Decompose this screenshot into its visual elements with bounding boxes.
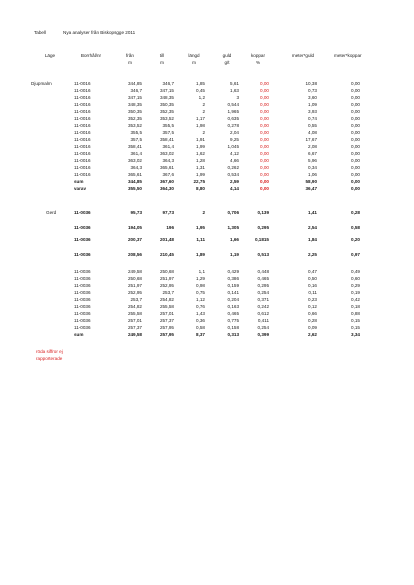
table-row-length: 0,75: [196, 290, 205, 295]
note-text: röda siffror ej: [36, 349, 63, 354]
table-row-copper: 0,254: [257, 325, 269, 330]
summary-row-length: 8,80: [196, 186, 205, 191]
table-row-meter-copper: 0,00: [351, 130, 360, 135]
table-row-meter-gold: 6,67: [308, 151, 317, 156]
table-row-gold: 0,204: [227, 297, 239, 302]
table-row-copper: 0,1815: [254, 237, 269, 242]
column-unit-copper: %: [255, 60, 261, 65]
table-row-borehole: 11-0016: [74, 158, 91, 163]
column-header-copper: koppar: [250, 53, 266, 58]
table-row-meter-gold: 2,54: [308, 225, 317, 230]
table-row-meter-gold: 0,28: [308, 318, 317, 323]
table-row-meter-gold: 2,08: [308, 144, 317, 149]
table-row-from: 255,58: [127, 311, 142, 316]
table-row-from: 346,7: [130, 88, 142, 93]
summary-row-meter-copper: 0,00: [351, 179, 360, 184]
table-row-length: 2: [202, 130, 205, 135]
table-row-borehole: 11-0016: [74, 102, 91, 107]
table-row-copper: 0,00: [260, 165, 269, 170]
column-header-length: längd: [188, 53, 200, 58]
table-row-borehole: 11-0016: [74, 165, 91, 170]
table-row-to: 364,3: [162, 158, 174, 163]
table-row-length: 1,31: [196, 165, 205, 170]
summary-row-gold: 0,313: [227, 332, 239, 337]
table-row-to: 367,6: [162, 172, 174, 177]
table-row-length: 1,85: [196, 81, 205, 86]
table-row-borehole: 11-0016: [74, 123, 91, 128]
table-row-borehole: 11-0016: [74, 151, 91, 156]
table-row-length: 1,2: [198, 95, 205, 100]
table-row-meter-copper: 0,19: [351, 290, 360, 295]
table-row-meter-copper: 0,00: [351, 158, 360, 163]
table-row-length: 1,43: [196, 311, 205, 316]
column-unit-length: m: [192, 60, 196, 65]
table-row-to: 365,61: [159, 165, 174, 170]
table-row-from: 365,61: [127, 172, 142, 177]
summary-row-to: 364,30: [159, 186, 174, 191]
table-row-length: 1,11: [196, 237, 205, 242]
table-row-copper: 0,254: [257, 290, 269, 295]
table-row-copper: 0,00: [260, 102, 269, 107]
table-row-from: 352,35: [127, 116, 142, 121]
table-row-borehole: 11-0036: [74, 290, 91, 295]
table-row-gold: 1,19: [230, 252, 239, 257]
table-row-from: 194,05: [127, 225, 142, 230]
table-row-borehole: 11-0016: [74, 109, 91, 114]
summary-row-to: 257,95: [159, 332, 174, 337]
table-row-copper: 0,00: [260, 144, 269, 149]
table-row-gold: 9,25: [230, 137, 239, 142]
table-row-borehole: 11-0036: [74, 325, 91, 330]
table-row-length: 0,76: [196, 304, 205, 309]
table-row-meter-gold: 0,74: [308, 116, 317, 121]
summary-row-borehole: varav: [74, 186, 87, 191]
table-row-gold: 4,66: [230, 158, 239, 163]
table-row-length: 0,98: [196, 283, 205, 288]
table-row-copper: 0,00: [260, 109, 269, 114]
table-row-from: 357,5: [130, 137, 142, 142]
table-row-gold: 0,159: [227, 283, 239, 288]
table-row-from: 353,52: [127, 123, 142, 128]
table-row-to: 358,41: [159, 137, 174, 142]
table-row-from: 358,41: [127, 144, 142, 149]
table-row-from: 252,95: [127, 290, 142, 295]
summary-row-from: 344,85: [127, 179, 142, 184]
table-row-gold: 1,305: [227, 225, 239, 230]
table-row-meter-copper: 0,00: [351, 165, 360, 170]
table-row-gold: 0,386: [227, 276, 239, 281]
column-header-meter-copper: meter*koppar: [334, 53, 362, 58]
summary-row-from: 249,58: [127, 332, 142, 337]
table-row-gold: 0,163: [227, 304, 239, 309]
table-row-borehole: 11-0036: [74, 210, 91, 215]
table-row-to: 97,73: [162, 210, 174, 215]
table-row-to: 357,5: [162, 130, 174, 135]
table-row-gold: 1,63: [230, 88, 239, 93]
table-row-meter-copper: 0,00: [351, 137, 360, 142]
table-row-to: 363,02: [159, 151, 174, 156]
table-row-length: 2: [202, 210, 205, 215]
table-row-from: 254,82: [127, 304, 142, 309]
table-row-from: 257,37: [127, 325, 142, 330]
table-row-gold: 0,465: [227, 311, 239, 316]
table-row-gold: 5,61: [230, 81, 239, 86]
table-row-length: 2: [202, 102, 205, 107]
summary-row-copper: 0,00: [260, 186, 269, 191]
summary-row-meter-gold: 36,47: [305, 186, 317, 191]
table-row-meter-gold: 0,73: [308, 88, 317, 93]
table-row-to: 253,7: [162, 290, 174, 295]
table-row-meter-copper: 0,29: [351, 283, 360, 288]
summary-row-meter-copper: 3,34: [351, 332, 360, 337]
table-row-meter-copper: 0,28: [351, 210, 360, 215]
summary-row-copper: 0,399: [257, 332, 269, 337]
table-row-borehole: 11-0016: [74, 172, 91, 177]
table-row-from: 355,5: [130, 130, 142, 135]
table-row-length: 1,29: [196, 276, 205, 281]
table-row-meter-gold: 5,96: [308, 158, 317, 163]
table-row-meter-copper: 0,58: [351, 225, 360, 230]
summary-row-from: 355,50: [127, 186, 142, 191]
table-row-from: 249,58: [127, 269, 142, 274]
table-row-copper: 0,00: [260, 151, 269, 156]
table-row-borehole: 11-0036: [74, 283, 91, 288]
table-row-copper: 0,00: [260, 158, 269, 163]
table-row-meter-gold: 17,67: [305, 137, 317, 142]
table-row-length: 1,1: [198, 269, 205, 274]
table-row-meter-gold: 0,50: [308, 276, 317, 281]
table-row-to: 251,97: [159, 276, 174, 281]
table-row-meter-gold: 1,41: [308, 210, 317, 215]
table-row-gold: 0,544: [227, 102, 239, 107]
table-row-gold: 0,278: [227, 123, 239, 128]
table-row-borehole: 11-0036: [74, 269, 91, 274]
table-row-copper: 0,00: [260, 137, 269, 142]
summary-row-length: 8,37: [196, 332, 205, 337]
table-row-borehole: 11-0016: [74, 88, 91, 93]
table-row-length: 0,36: [196, 318, 205, 323]
column-header-meter-gold: meter*guld: [291, 53, 315, 58]
table-row-copper: 0,00: [260, 123, 269, 128]
table-row-from: 347,15: [127, 95, 142, 100]
table-row-gold: 1,045: [227, 144, 239, 149]
table-row-meter-copper: 0,88: [351, 311, 360, 316]
table-row-from: 348,35: [127, 102, 142, 107]
table-row-length: 1,99: [196, 172, 205, 177]
table-row-meter-copper: 0,00: [351, 172, 360, 177]
table-row-length: 1,95: [196, 225, 205, 230]
table-row-meter-copper: 0,20: [351, 237, 360, 242]
table-row-meter-copper: 0,00: [351, 151, 360, 156]
table-row-meter-gold: 0,34: [308, 165, 317, 170]
table-row-copper: 0,612: [257, 311, 269, 316]
table-row-to: 352,35: [159, 109, 174, 114]
summary-row-meter-gold: 2,62: [308, 332, 317, 337]
table-row-length: 0,58: [196, 325, 205, 330]
table-row-meter-gold: 3,93: [308, 109, 317, 114]
summary-row-copper: 0,00: [260, 179, 269, 184]
table-row-gold: 0,775: [227, 318, 239, 323]
table-row-to: 210,45: [159, 252, 174, 257]
table-row-copper: 0,371: [257, 297, 269, 302]
note-text: rapporterade: [36, 356, 63, 361]
table-row-meter-copper: 0,00: [351, 144, 360, 149]
column-header-borehole: Borrhål/nr: [80, 53, 102, 58]
table-row-meter-copper: 0,00: [351, 123, 360, 128]
table-row-to: 254,82: [159, 297, 174, 302]
table-row-to: 201,48: [159, 237, 174, 242]
table-row-borehole: 11-0036: [74, 318, 91, 323]
table-row-gold: 0,158: [227, 325, 239, 330]
table-row-gold: 3: [236, 95, 239, 100]
table-row-gold: 0,262: [227, 165, 239, 170]
table-row-gold: 0,141: [227, 290, 239, 295]
table-row-copper: 0,411: [257, 318, 269, 323]
table-row-borehole: 11-0036: [74, 297, 91, 302]
table-row-meter-gold: 0,55: [308, 123, 317, 128]
table-row-borehole: 11-0016: [74, 137, 91, 142]
table-row-borehole: 11-0036: [74, 276, 91, 281]
summary-row-meter-gold: 58,90: [305, 179, 317, 184]
table-row-borehole: 11-0016: [74, 95, 91, 100]
table-row-borehole: 11-0036: [74, 237, 91, 242]
table-row-from: 344,85: [127, 81, 142, 86]
table-row-to: 347,15: [159, 88, 174, 93]
location-label: Gerd: [46, 210, 57, 215]
table-row-meter-gold: 4,08: [308, 130, 317, 135]
summary-row-length: 22,75: [193, 179, 205, 184]
table-row-meter-gold: 2,25: [308, 252, 317, 257]
table-row-meter-gold: 0,23: [308, 297, 317, 302]
location-label: Djupmalm: [31, 81, 52, 86]
table-row-meter-copper: 0,00: [351, 95, 360, 100]
table-row-copper: 0,513: [257, 252, 269, 257]
table-row-to: 346,7: [162, 81, 174, 86]
table-row-from: 361,4: [130, 151, 142, 156]
table-row-borehole: 11-0016: [74, 144, 91, 149]
table-row-meter-gold: 0,47: [308, 269, 317, 274]
table-row-length: 1,28: [196, 158, 205, 163]
table-row-from: 200,37: [127, 237, 142, 242]
table-row-gold: 1,66: [230, 237, 239, 242]
table-row-meter-copper: 0,00: [351, 81, 360, 86]
column-header-location: Läge: [44, 53, 56, 58]
table-row-to: 250,68: [159, 269, 174, 274]
summary-row-to: 367,60: [159, 179, 174, 184]
summary-row-gold: 4,14: [230, 186, 239, 191]
table-row-meter-copper: 0,42: [351, 297, 360, 302]
table-row-meter-gold: 0,09: [308, 325, 317, 330]
table-row-length: 1,91: [196, 137, 205, 142]
summary-row-meter-copper: 0,00: [351, 186, 360, 191]
table-row-to: 252,95: [159, 283, 174, 288]
table-row-gold: 0,429: [227, 269, 239, 274]
table-row-meter-gold: 0,66: [308, 311, 317, 316]
table-row-meter-copper: 0,97: [351, 252, 360, 257]
table-row-borehole: 11-0016: [74, 116, 91, 121]
table-row-borehole: 11-0016: [74, 130, 91, 135]
table-row-meter-gold: 1,09: [308, 102, 317, 107]
table-row-from: 208,56: [127, 252, 142, 257]
table-row-meter-copper: 0,15: [351, 318, 360, 323]
table-row-gold: 0,635: [227, 116, 239, 121]
table-row-copper: 0,00: [260, 88, 269, 93]
column-header-from: från: [126, 53, 134, 58]
table-row-copper: 0,00: [260, 81, 269, 86]
table-row-to: 348,35: [159, 95, 174, 100]
table-row-copper: 0,295: [257, 283, 269, 288]
table-row-from: 350,35: [127, 109, 142, 114]
table-row-to: 355,5: [162, 123, 174, 128]
table-row-meter-copper: 0,00: [351, 102, 360, 107]
table-row-meter-copper: 0,18: [351, 304, 360, 309]
table-row-to: 255,58: [159, 304, 174, 309]
table-row-length: 2: [202, 109, 205, 114]
table-row-length: 1,98: [196, 123, 205, 128]
table-row-meter-copper: 0,00: [351, 109, 360, 114]
table-row-meter-gold: 1,06: [308, 172, 317, 177]
table-row-to: 196: [166, 225, 174, 230]
table-row-length: 1,17: [196, 116, 205, 121]
table-row-copper: 0,242: [257, 304, 269, 309]
table-row-meter-copper: 0,15: [351, 325, 360, 330]
table-row-from: 95,73: [130, 210, 142, 215]
table-row-copper: 0,448: [257, 269, 269, 274]
table-row-copper: 0,00: [260, 95, 269, 100]
table-row-gold: 2,04: [230, 130, 239, 135]
table-row-to: 350,35: [159, 102, 174, 107]
table-row-copper: 0,00: [260, 172, 269, 177]
table-row-gold: 1,965: [227, 109, 239, 114]
column-header-to: till: [159, 53, 165, 58]
column-unit-to: m: [160, 60, 164, 65]
table-row-borehole: 11-0036: [74, 311, 91, 316]
table-row-borehole: 11-0036: [74, 304, 91, 309]
table-row-meter-copper: 0,60: [351, 276, 360, 281]
table-row-copper: 0,00: [260, 130, 269, 135]
table-row-length: 0,45: [196, 88, 205, 93]
table-row-length: 1,99: [196, 144, 205, 149]
table-row-length: 1,89: [196, 252, 205, 257]
table-row-gold: 0,534: [227, 172, 239, 177]
table-row-meter-gold: 3,60: [308, 95, 317, 100]
table-row-copper: 0,139: [257, 210, 269, 215]
table-row-copper: 0,00: [260, 116, 269, 121]
table-row-from: 363,02: [127, 158, 142, 163]
table-row-gold: 0,706: [227, 210, 239, 215]
table-row-to: 257,95: [159, 325, 174, 330]
table-row-from: 253,7: [130, 297, 142, 302]
table-row-copper: 0,465: [257, 276, 269, 281]
table-row-copper: 0,295: [257, 225, 269, 230]
column-unit-gold: g/t: [224, 60, 230, 65]
table-row-to: 257,37: [159, 318, 174, 323]
summary-row-borehole: sum: [74, 179, 84, 184]
table-row-meter-gold: 0,16: [308, 283, 317, 288]
table-row-from: 257,01: [127, 318, 142, 323]
table-row-meter-gold: 1,84: [308, 237, 317, 242]
table-label: Tabell: [34, 30, 47, 35]
table-row-to: 257,01: [159, 311, 174, 316]
table-row-meter-copper: 0,00: [351, 116, 360, 121]
table-row-length: 1,62: [196, 151, 205, 156]
table-row-to: 353,52: [159, 116, 174, 121]
summary-row-gold: 2,59: [230, 179, 239, 184]
table-row-borehole: 11-0036: [74, 225, 91, 230]
column-header-gold: guld: [222, 53, 232, 58]
table-row-to: 361,4: [162, 144, 174, 149]
table-row-meter-copper: 0,00: [351, 88, 360, 93]
table-row-gold: 4,12: [230, 151, 239, 156]
table-row-from: 251,97: [127, 283, 142, 288]
table-row-from: 250,68: [127, 276, 142, 281]
table-title: Nya analyser från Biskopsgge 2011: [63, 30, 136, 35]
table-row-borehole: 11-0036: [74, 252, 91, 257]
table-row-meter-gold: 10,38: [305, 81, 317, 86]
table-row-meter-copper: 0,49: [351, 269, 360, 274]
table-row-meter-gold: 0,12: [308, 304, 317, 309]
table-row-length: 1,12: [196, 297, 205, 302]
summary-row-borehole: sum: [74, 332, 84, 337]
table-row-borehole: 11-0016: [74, 81, 91, 86]
table-row-from: 364,3: [130, 165, 142, 170]
column-unit-from: m: [128, 60, 132, 65]
table-row-meter-gold: 0,11: [308, 290, 317, 295]
